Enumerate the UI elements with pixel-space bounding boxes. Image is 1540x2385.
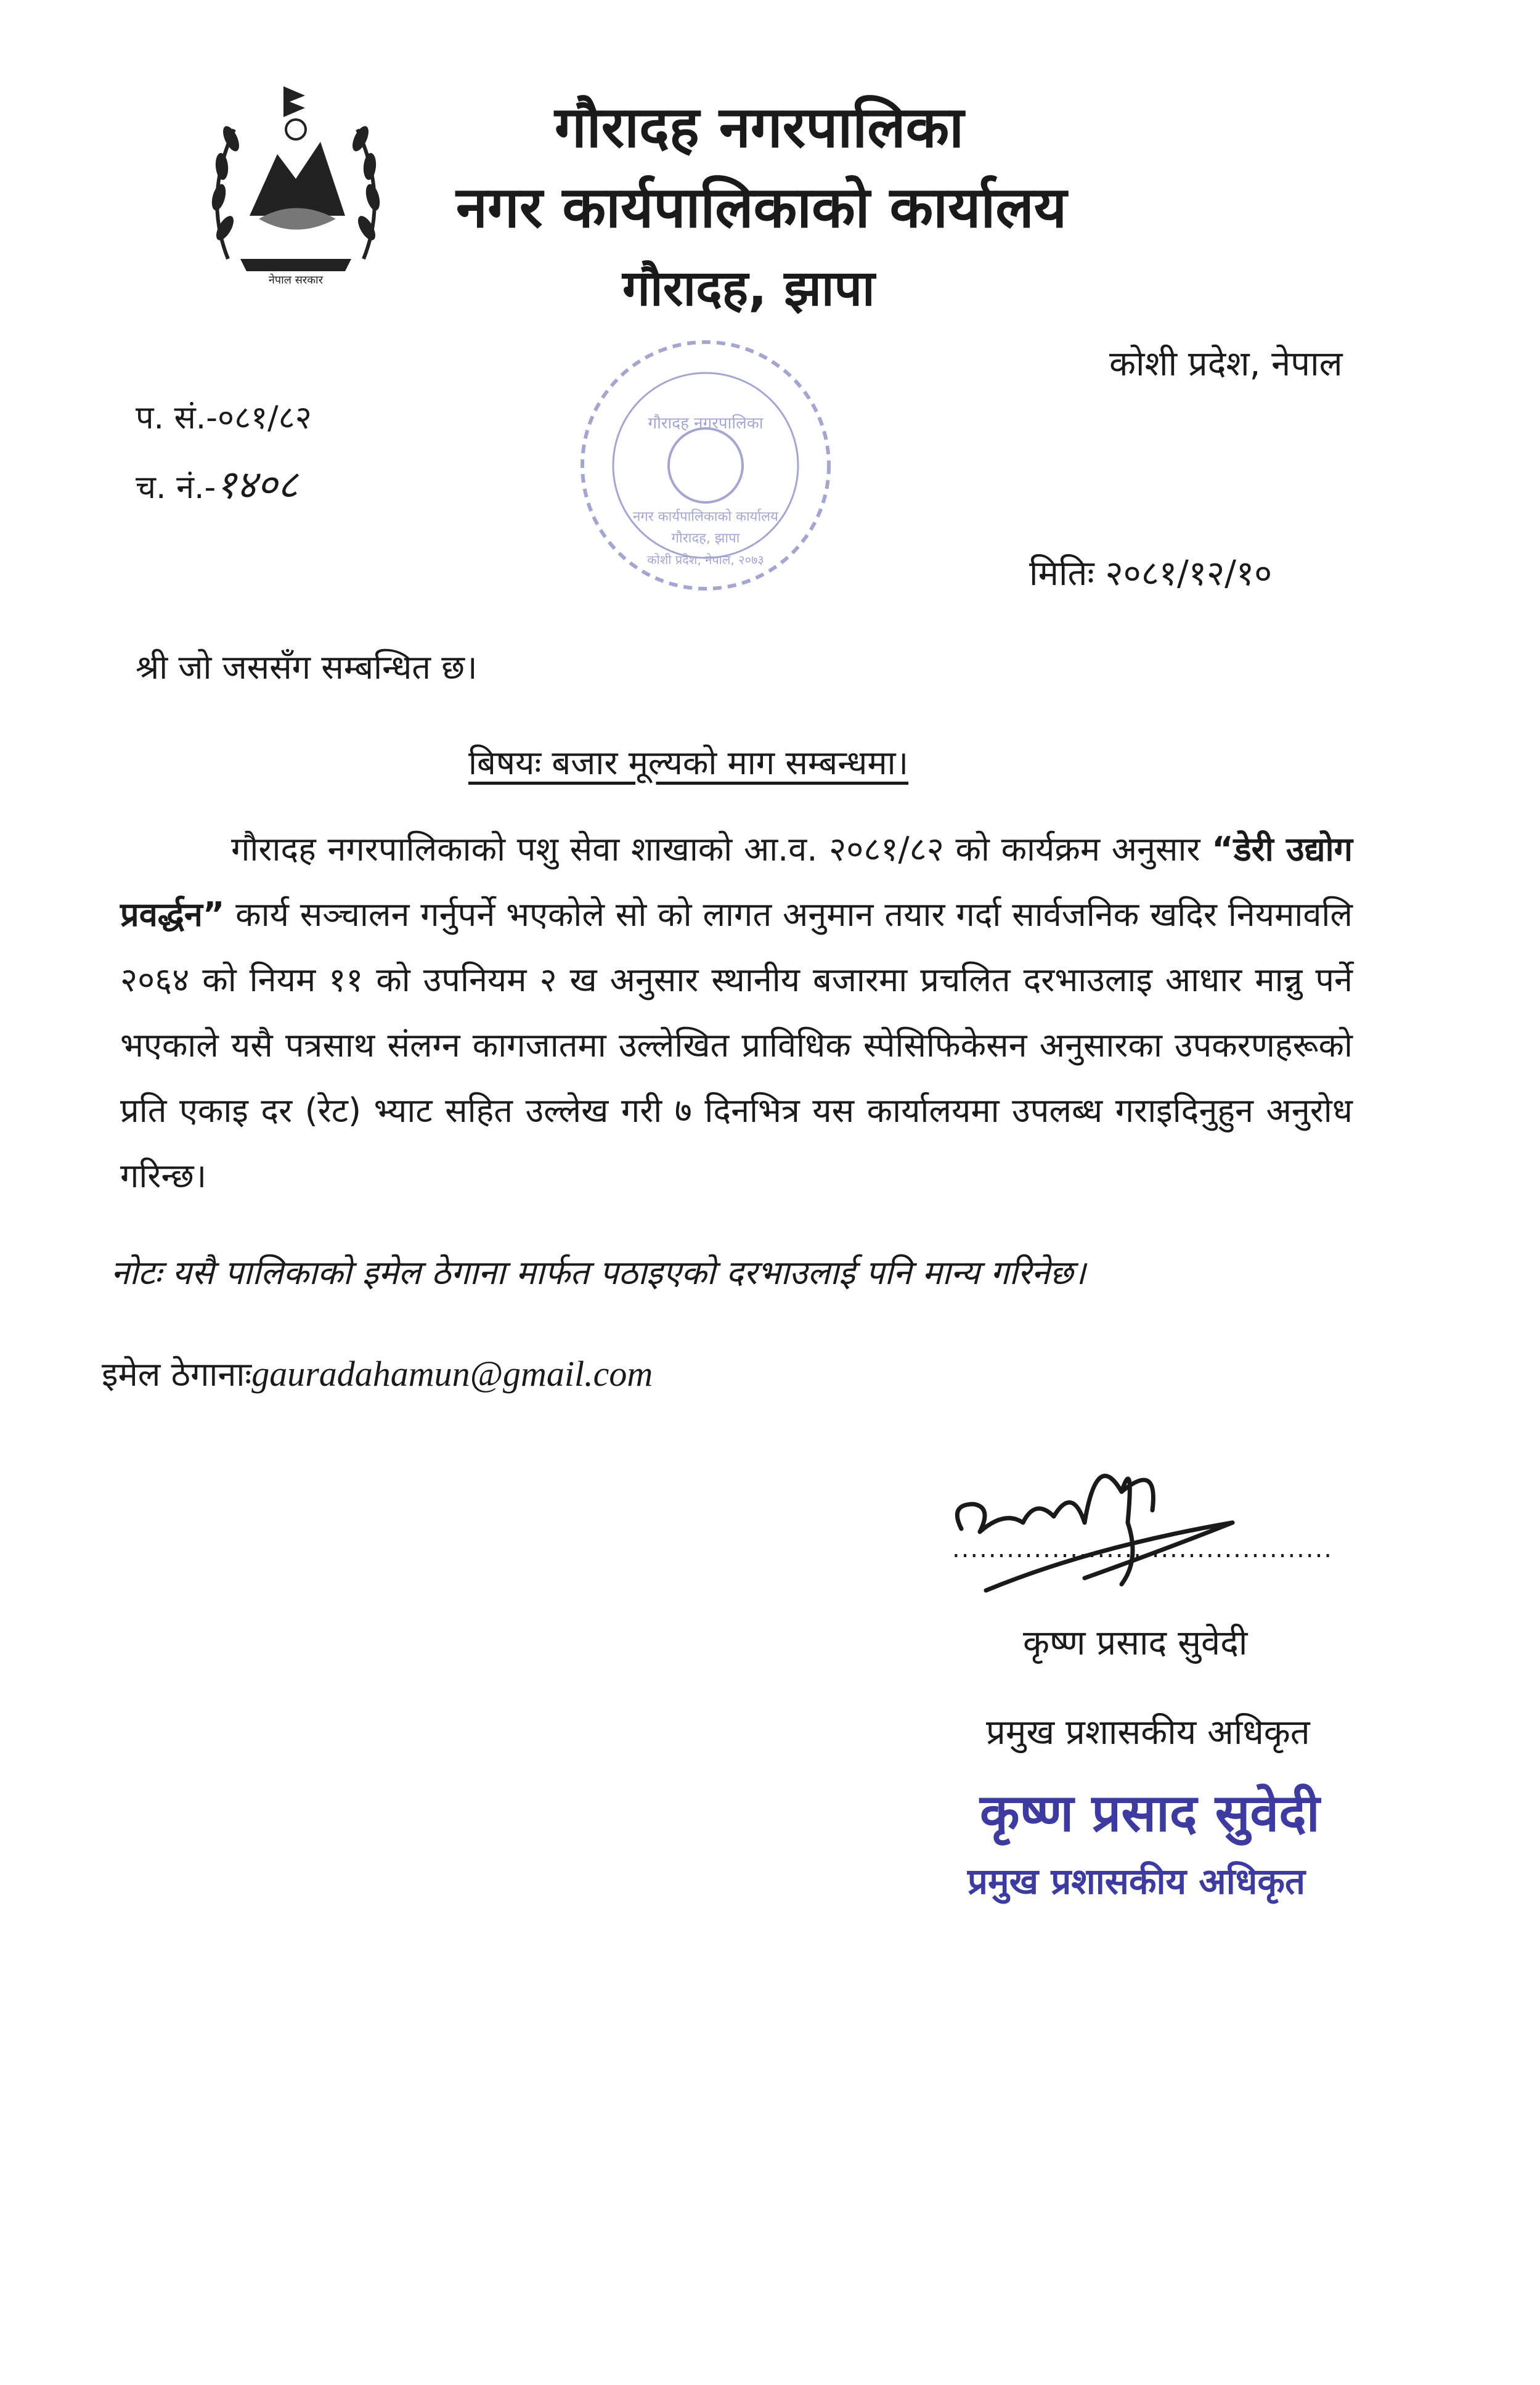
letter-date: मितिः २०८१/१२/१० [1029,554,1273,594]
header-office: नगर कार्यपालिकाको कार्यालय [456,174,1067,240]
body-part-2: कार्य सञ्चालन गर्नुपर्ने भएकोले सो को लागत अनुमान तयार गर्दा सार्वजनिक खदिर नियमावलि २०६४ को नियम ११ को उपनियम २ ख अनुसार स्थानीय बजारमा प्रचलित दरभाउलाइ आधार मान्नु पर्ने भएकाले यसै पत्रसाथ संलग्न कागजातमा उल्लेखित प्राविधिक स्पेसिफिकेसन अनुसारका उपकरणहरूको प्रति एकाइ दर (रेट) भ्याट सहित उल्लेख गरी ७ दिनभित्र यस कार्यालयमा उपलब्ध गराइदिनुहुन अनुरोध गरिन्छ। [120,895,1353,1195]
subject-line: बिषयः बजार मूल्यको माग सम्बन्धमा। [468,743,909,782]
reference-cha-na [136,456,298,510]
seal-text-4: कोशी प्रदेश, नेपाल, २०७३ [647,552,764,567]
nepal-emblem-icon [191,74,401,290]
cha-na-handwritten: १४०८ [216,462,298,508]
email-address[interactable]: gauradahamun@gmail.com [251,1354,653,1394]
seal-center-icon [669,428,743,502]
stamp-name: कृष्ण प्रसाद सुवेदी [980,1783,1320,1843]
office-seal [573,333,838,598]
body-part-1: गौरादह नगरपालिकाको पशु सेवा शाखाको आ.व. २०८१/८२ को कार्यक्रम अनुसार [231,830,1212,869]
seal-text-3: गौरादह, झापा [671,531,740,546]
body-bold-phrase: “डेरी उद्योग प्रवर्द्धन” [120,830,1353,934]
stamp-title: प्रमुख प्रशासकीय अधिकृत [968,1860,1306,1902]
header-province: कोशी प्रदेश, नेपाल [1109,344,1343,384]
handwritten-signature [937,1424,1257,1615]
header-municipality: गौरादह नगरपालिका [555,94,964,160]
email-line [102,1350,653,1396]
reference-pa-sa: प. सं.-०८१/८२ [136,399,312,436]
signature-dotted-line: .......................................... [952,1535,1334,1563]
signatory-name: कृष्ण प्रसाद सुवेदी [1023,1623,1248,1663]
seal-text-2: नगर कार्यपालिकाको कार्यालय [633,509,778,525]
recipient: श्री जो जससँग सम्बन्धित छ। [136,648,478,687]
note-line: नोटः यसै पालिकाको इमेल ठेगाना मार्फत पठाइएको दरभाउलाई पनि मान्य गरिनेछ। [111,1253,1086,1292]
seal-text-1: गौरादह नगरपालिका [648,414,764,433]
emblem-label: नेपाल सरकार [268,274,324,287]
header-location: गौरादह, झापा [622,260,875,317]
body-paragraph [120,817,1353,1209]
signatory-title: प्रमुख प्रशासकीय अधिकृत [986,1712,1310,1753]
email-label: इमेल ठेगानाः [102,1355,252,1394]
cha-na-label: च. नं.- [136,469,216,506]
